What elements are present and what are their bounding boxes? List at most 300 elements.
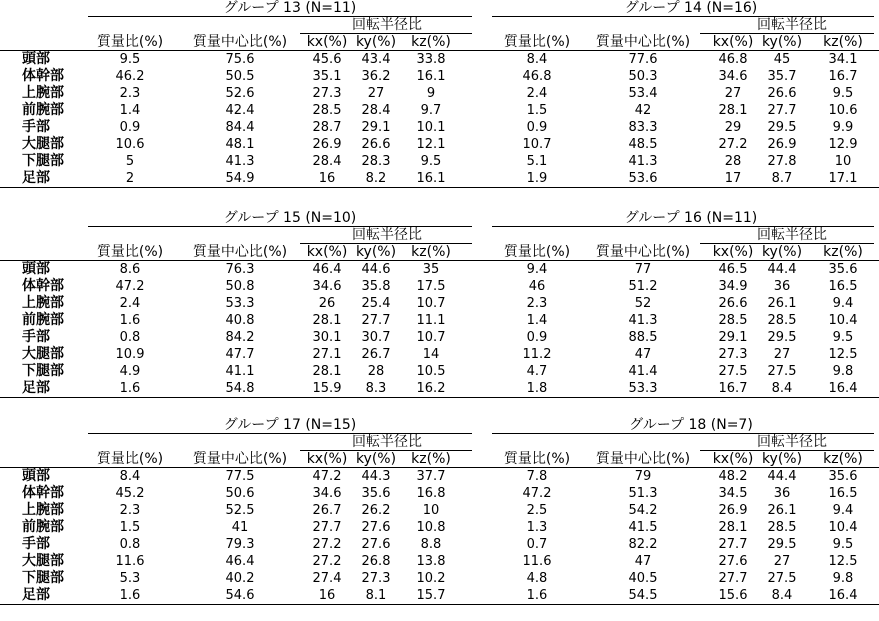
ky-header: ky(%) [761, 451, 803, 467]
segment-label: 手部 [22, 329, 50, 345]
ky-cell: 8.4 [771, 588, 793, 603]
mass-ratio-cell: 1.3 [526, 520, 548, 535]
mass-ratio-header: 質量比(%) [503, 451, 571, 467]
kz-header: kz(%) [411, 34, 451, 50]
rotation-radius-header: 回転半径比 [757, 227, 827, 243]
table-row [0, 51, 879, 68]
kx-cell: 27.3 [312, 86, 342, 101]
kz-cell: 9.9 [832, 120, 854, 135]
com-ratio-cell: 50.6 [225, 486, 255, 501]
mass-ratio-cell: 1.6 [526, 588, 548, 603]
ky-cell: 35.6 [361, 486, 391, 501]
com-ratio-cell: 41.1 [225, 364, 255, 379]
mass-ratio-cell: 4.8 [526, 571, 548, 586]
ky-cell: 36.2 [361, 69, 391, 84]
com-ratio-cell: 53.3 [628, 381, 658, 396]
kx-cell: 16 [318, 588, 336, 603]
com-ratio-cell: 42.4 [225, 103, 255, 118]
kx-cell: 35.1 [312, 69, 342, 84]
ky-cell: 26.8 [361, 554, 391, 569]
segment-label: 頭部 [22, 51, 50, 67]
ky-cell: 28.5 [767, 313, 797, 328]
kz-header: kz(%) [411, 451, 451, 467]
kz-cell: 35.6 [828, 469, 858, 484]
kx-cell: 27 [724, 86, 742, 101]
table-row [0, 502, 879, 519]
ky-cell: 27.3 [361, 571, 391, 586]
mass-ratio-cell: 1.6 [119, 381, 141, 396]
mass-ratio-cell: 1.4 [526, 313, 548, 328]
mass-ratio-cell: 10.6 [115, 137, 145, 152]
kx-cell: 27.5 [718, 364, 748, 379]
com-ratio-cell: 76.3 [225, 262, 255, 277]
title-rule [88, 226, 472, 227]
ky-cell: 26.6 [361, 137, 391, 152]
mass-ratio-cell: 2.3 [526, 296, 548, 311]
kz-header: kz(%) [823, 244, 863, 260]
com-ratio-cell: 47.7 [225, 347, 255, 362]
com-ratio-cell: 46.4 [225, 554, 255, 569]
segment-label: 足部 [22, 170, 50, 186]
table-row [0, 587, 879, 604]
com-ratio-header: 質量中心比(%) [595, 34, 691, 50]
kx-cell: 29.1 [718, 330, 748, 345]
mass-ratio-cell: 2.3 [119, 86, 141, 101]
mass-ratio-cell: 1.5 [119, 520, 141, 535]
kz-cell: 17.1 [828, 171, 858, 186]
com-ratio-cell: 54.5 [628, 588, 658, 603]
mass-ratio-cell: 10.9 [115, 347, 145, 362]
kx-cell: 34.6 [312, 486, 342, 501]
mass-ratio-header: 質量比(%) [96, 34, 164, 50]
title-row [0, 0, 879, 17]
ky-cell: 28.4 [361, 103, 391, 118]
group-header-row [0, 17, 879, 34]
mass-ratio-cell: 11.6 [115, 554, 145, 569]
mass-ratio-cell: 8.4 [526, 52, 548, 67]
table-title: グループ 18 (N=7) [629, 417, 753, 433]
kx-cell: 26.9 [312, 137, 342, 152]
column-header-row [0, 451, 879, 468]
kx-cell: 27.3 [718, 347, 748, 362]
kx-cell: 30.1 [312, 330, 342, 345]
table-row [0, 119, 879, 136]
kz-cell: 16.4 [828, 588, 858, 603]
com-ratio-cell: 83.3 [628, 120, 658, 135]
kx-cell: 26.7 [312, 503, 342, 518]
rotation-radius-header: 回転半径比 [757, 434, 827, 450]
kx-cell: 16 [318, 171, 336, 186]
com-ratio-cell: 48.5 [628, 137, 658, 152]
kz-cell: 16.2 [416, 381, 446, 396]
kz-cell: 10 [834, 154, 852, 169]
kz-cell: 9.8 [832, 571, 854, 586]
com-ratio-cell: 41.5 [628, 520, 658, 535]
table-row [0, 380, 879, 397]
com-ratio-cell: 54.8 [225, 381, 255, 396]
kz-cell: 33.8 [416, 52, 446, 67]
com-ratio-header: 質量中心比(%) [595, 244, 691, 260]
table-block [0, 417, 879, 621]
kz-cell: 12.9 [828, 137, 858, 152]
com-ratio-cell: 51.3 [628, 486, 658, 501]
mass-ratio-cell: 0.9 [526, 330, 548, 345]
mass-ratio-cell: 2.3 [119, 503, 141, 518]
kz-cell: 14 [422, 347, 440, 362]
title-rule [88, 433, 472, 434]
ky-cell: 27.6 [361, 520, 391, 535]
mass-ratio-cell: 2.4 [526, 86, 548, 101]
table-block [0, 210, 879, 414]
com-ratio-cell: 53.6 [628, 171, 658, 186]
rotation-header-rule [700, 33, 874, 34]
com-ratio-cell: 50.8 [225, 279, 255, 294]
com-ratio-cell: 47 [634, 554, 652, 569]
column-header-row [0, 244, 879, 261]
mass-ratio-cell: 4.9 [119, 364, 141, 379]
kz-cell: 10.4 [828, 520, 858, 535]
segment-label: 大腿部 [22, 346, 64, 362]
ky-cell: 29.5 [767, 537, 797, 552]
table-bottom-rule [0, 187, 879, 188]
kx-cell: 28.1 [718, 103, 748, 118]
com-ratio-cell: 42 [634, 103, 652, 118]
ky-cell: 36 [773, 279, 791, 294]
ky-cell: 26.7 [361, 347, 391, 362]
com-ratio-cell: 40.8 [225, 313, 255, 328]
com-ratio-cell: 41.4 [628, 364, 658, 379]
ky-header: ky(%) [761, 34, 803, 50]
column-header-row [0, 34, 879, 51]
kx-cell: 27.7 [718, 571, 748, 586]
group-header-row [0, 227, 879, 244]
kx-cell: 46.4 [312, 262, 342, 277]
kx-cell: 16.7 [718, 381, 748, 396]
com-ratio-cell: 77.6 [628, 52, 658, 67]
segment-label: 大腿部 [22, 553, 64, 569]
table-row [0, 329, 879, 346]
mass-ratio-cell: 10.7 [522, 137, 552, 152]
mass-ratio-cell: 11.2 [522, 347, 552, 362]
segment-label: 大腿部 [22, 136, 64, 152]
ky-cell: 29.5 [767, 330, 797, 345]
kz-cell: 10.6 [828, 103, 858, 118]
mass-ratio-cell: 1.9 [526, 171, 548, 186]
kz-cell: 10.8 [416, 520, 446, 535]
ky-cell: 8.1 [365, 588, 387, 603]
rotation-radius-header: 回転半径比 [757, 17, 827, 33]
com-ratio-cell: 53.3 [225, 296, 255, 311]
mass-ratio-cell: 0.8 [119, 537, 141, 552]
segment-label: 上腕部 [22, 295, 64, 311]
table-title: グループ 17 (N=15) [223, 417, 357, 433]
ky-cell: 44.3 [361, 469, 391, 484]
segment-label: 頭部 [22, 261, 50, 277]
kz-cell: 10.7 [416, 296, 446, 311]
kz-cell: 16.4 [828, 381, 858, 396]
kz-cell: 9 [426, 86, 436, 101]
kx-header: kx(%) [306, 34, 348, 50]
title-rule [492, 16, 874, 17]
segment-label: 体幹部 [22, 485, 64, 501]
kz-cell: 9.5 [832, 86, 854, 101]
title-rule [492, 433, 874, 434]
segment-label: 手部 [22, 536, 50, 552]
table-row [0, 261, 879, 278]
kx-cell: 34.5 [718, 486, 748, 501]
com-ratio-cell: 50.3 [628, 69, 658, 84]
com-ratio-cell: 41.3 [225, 154, 255, 169]
table-title: グループ 14 (N=16) [624, 0, 758, 16]
kx-cell: 26.9 [718, 503, 748, 518]
ky-cell: 26.9 [767, 137, 797, 152]
ky-cell: 30.7 [361, 330, 391, 345]
kx-cell: 17 [724, 171, 742, 186]
ky-cell: 29.1 [361, 120, 391, 135]
table-row [0, 295, 879, 312]
ky-cell: 35.7 [767, 69, 797, 84]
kx-cell: 34.9 [718, 279, 748, 294]
kz-cell: 16.1 [416, 171, 446, 186]
segment-label: 前腕部 [22, 519, 64, 535]
kz-cell: 9.4 [832, 296, 854, 311]
com-ratio-cell: 75.6 [225, 52, 255, 67]
com-ratio-header: 質量中心比(%) [192, 34, 288, 50]
mass-ratio-cell: 0.9 [526, 120, 548, 135]
ky-cell: 25.4 [361, 296, 391, 311]
com-ratio-cell: 54.9 [225, 171, 255, 186]
com-ratio-cell: 79 [634, 469, 652, 484]
mass-ratio-cell: 2.4 [119, 296, 141, 311]
table-row [0, 278, 879, 295]
table-bottom-rule [0, 397, 879, 398]
com-ratio-cell: 77.5 [225, 469, 255, 484]
rotation-radius-header: 回転半径比 [352, 17, 422, 33]
mass-ratio-cell: 9.5 [119, 52, 141, 67]
kz-cell: 9.4 [832, 503, 854, 518]
kz-cell: 10.4 [828, 313, 858, 328]
ky-cell: 27 [367, 86, 385, 101]
kx-cell: 27.1 [312, 347, 342, 362]
title-row [0, 210, 879, 227]
table-row [0, 519, 879, 536]
table-row [0, 536, 879, 553]
kz-cell: 16.1 [416, 69, 446, 84]
table-title: グループ 15 (N=10) [223, 210, 357, 226]
segment-label: 下腿部 [22, 363, 64, 379]
table-row [0, 153, 879, 170]
rotation-header-rule [700, 243, 874, 244]
kz-cell: 35.6 [828, 262, 858, 277]
com-ratio-cell: 40.2 [225, 571, 255, 586]
com-ratio-header: 質量中心比(%) [192, 244, 288, 260]
table-row [0, 485, 879, 502]
kz-cell: 13.8 [416, 554, 446, 569]
kx-cell: 28 [724, 154, 742, 169]
mass-ratio-cell: 2 [125, 171, 135, 186]
table-row [0, 136, 879, 153]
ky-cell: 28 [367, 364, 385, 379]
segment-label: 体幹部 [22, 278, 64, 294]
kz-cell: 9.5 [420, 154, 442, 169]
ky-cell: 27.7 [767, 103, 797, 118]
com-ratio-cell: 41.3 [628, 313, 658, 328]
mass-ratio-header: 質量比(%) [503, 34, 571, 50]
table-row [0, 102, 879, 119]
com-ratio-cell: 54.2 [628, 503, 658, 518]
kx-cell: 28.7 [312, 120, 342, 135]
ky-cell: 26.6 [767, 86, 797, 101]
segment-label: 上腕部 [22, 502, 64, 518]
kz-header: kz(%) [823, 34, 863, 50]
table-row [0, 468, 879, 485]
kx-cell: 28.1 [718, 520, 748, 535]
kx-cell: 27.2 [312, 554, 342, 569]
com-ratio-cell: 50.5 [225, 69, 255, 84]
kx-cell: 26 [318, 296, 336, 311]
kz-cell: 9.5 [832, 330, 854, 345]
mass-ratio-cell: 1.5 [526, 103, 548, 118]
com-ratio-cell: 82.2 [628, 537, 658, 552]
kx-cell: 27.2 [718, 137, 748, 152]
mass-ratio-cell: 8.4 [119, 469, 141, 484]
mass-ratio-cell: 46.8 [522, 69, 552, 84]
mass-ratio-cell: 5 [125, 154, 135, 169]
segment-label: 前腕部 [22, 102, 64, 118]
com-ratio-cell: 52.5 [225, 503, 255, 518]
kz-cell: 9.8 [832, 364, 854, 379]
mass-ratio-cell: 4.7 [526, 364, 548, 379]
mass-ratio-cell: 47.2 [115, 279, 145, 294]
kx-header: kx(%) [712, 451, 754, 467]
segment-label: 前腕部 [22, 312, 64, 328]
com-ratio-cell: 52.6 [225, 86, 255, 101]
mass-ratio-cell: 9.4 [526, 262, 548, 277]
kz-header: kz(%) [411, 244, 451, 260]
mass-ratio-cell: 1.6 [119, 313, 141, 328]
com-ratio-cell: 88.5 [628, 330, 658, 345]
mass-ratio-cell: 1.4 [119, 103, 141, 118]
mass-ratio-cell: 1.6 [119, 588, 141, 603]
segment-label: 上腕部 [22, 85, 64, 101]
mass-ratio-cell: 5.1 [526, 154, 548, 169]
table-block [0, 0, 879, 204]
kz-cell: 16.5 [828, 486, 858, 501]
ky-cell: 27.5 [767, 571, 797, 586]
kx-header: kx(%) [306, 451, 348, 467]
mass-ratio-header: 質量比(%) [503, 244, 571, 260]
ky-cell: 44.4 [767, 262, 797, 277]
kz-cell: 10.7 [416, 330, 446, 345]
kz-cell: 8.8 [420, 537, 442, 552]
kz-cell: 12.5 [828, 347, 858, 362]
com-ratio-cell: 84.2 [225, 330, 255, 345]
kx-cell: 27.6 [718, 554, 748, 569]
kz-cell: 16.8 [416, 486, 446, 501]
kx-header: kx(%) [712, 34, 754, 50]
ky-cell: 45 [773, 52, 791, 67]
kx-cell: 46.5 [718, 262, 748, 277]
mass-ratio-cell: 11.6 [522, 554, 552, 569]
ky-cell: 8.4 [771, 381, 793, 396]
ky-cell: 27.6 [361, 537, 391, 552]
table-row [0, 346, 879, 363]
mass-ratio-cell: 0.8 [119, 330, 141, 345]
ky-cell: 44.6 [361, 262, 391, 277]
table-row [0, 312, 879, 329]
ky-cell: 43.4 [361, 52, 391, 67]
com-ratio-cell: 54.6 [225, 588, 255, 603]
ky-cell: 27.5 [767, 364, 797, 379]
ky-cell: 27 [773, 347, 791, 362]
ky-cell: 28.5 [767, 520, 797, 535]
table-bottom-rule [0, 604, 879, 605]
ky-cell: 8.3 [365, 381, 387, 396]
kz-cell: 16.5 [828, 279, 858, 294]
kx-cell: 28.4 [312, 154, 342, 169]
rotation-radius-header: 回転半径比 [352, 227, 422, 243]
kz-cell: 17.5 [416, 279, 446, 294]
ky-header: ky(%) [355, 451, 397, 467]
kz-cell: 10.2 [416, 571, 446, 586]
table-row [0, 85, 879, 102]
kx-header: kx(%) [712, 244, 754, 260]
ky-header: ky(%) [355, 34, 397, 50]
com-ratio-cell: 40.5 [628, 571, 658, 586]
ky-cell: 27 [773, 554, 791, 569]
ky-cell: 26.1 [767, 503, 797, 518]
rotation-header-rule [300, 33, 472, 34]
com-ratio-cell: 84.4 [225, 120, 255, 135]
ky-header: ky(%) [355, 244, 397, 260]
ky-cell: 8.2 [365, 171, 387, 186]
mass-ratio-cell: 5.3 [119, 571, 141, 586]
ky-header: ky(%) [761, 244, 803, 260]
mass-ratio-cell: 46.2 [115, 69, 145, 84]
table-title: グループ 13 (N=11) [223, 0, 357, 16]
com-ratio-cell: 52 [634, 296, 652, 311]
ky-cell: 8.7 [771, 171, 793, 186]
rotation-header-rule [700, 450, 874, 451]
kz-cell: 37.7 [416, 469, 446, 484]
kz-cell: 16.7 [828, 69, 858, 84]
title-rule [88, 16, 472, 17]
segment-label: 下腿部 [22, 570, 64, 586]
kx-cell: 27.2 [312, 537, 342, 552]
segment-label: 体幹部 [22, 68, 64, 84]
title-rule [492, 226, 874, 227]
mass-ratio-cell: 0.7 [526, 537, 548, 552]
kz-cell: 10 [422, 503, 440, 518]
com-ratio-cell: 53.4 [628, 86, 658, 101]
kx-cell: 48.2 [718, 469, 748, 484]
kz-cell: 34.1 [828, 52, 858, 67]
com-ratio-cell: 48.1 [225, 137, 255, 152]
com-ratio-header: 質量中心比(%) [192, 451, 288, 467]
table-row [0, 68, 879, 85]
kz-cell: 15.7 [416, 588, 446, 603]
mass-ratio-cell: 1.8 [526, 381, 548, 396]
kz-header: kz(%) [823, 451, 863, 467]
ky-cell: 26.1 [767, 296, 797, 311]
kz-cell: 9.5 [832, 537, 854, 552]
table-row [0, 363, 879, 380]
mass-ratio-cell: 46 [528, 279, 546, 294]
group-header-row [0, 434, 879, 451]
com-ratio-cell: 41.3 [628, 154, 658, 169]
kx-cell: 27.7 [312, 520, 342, 535]
kx-cell: 46.8 [718, 52, 748, 67]
